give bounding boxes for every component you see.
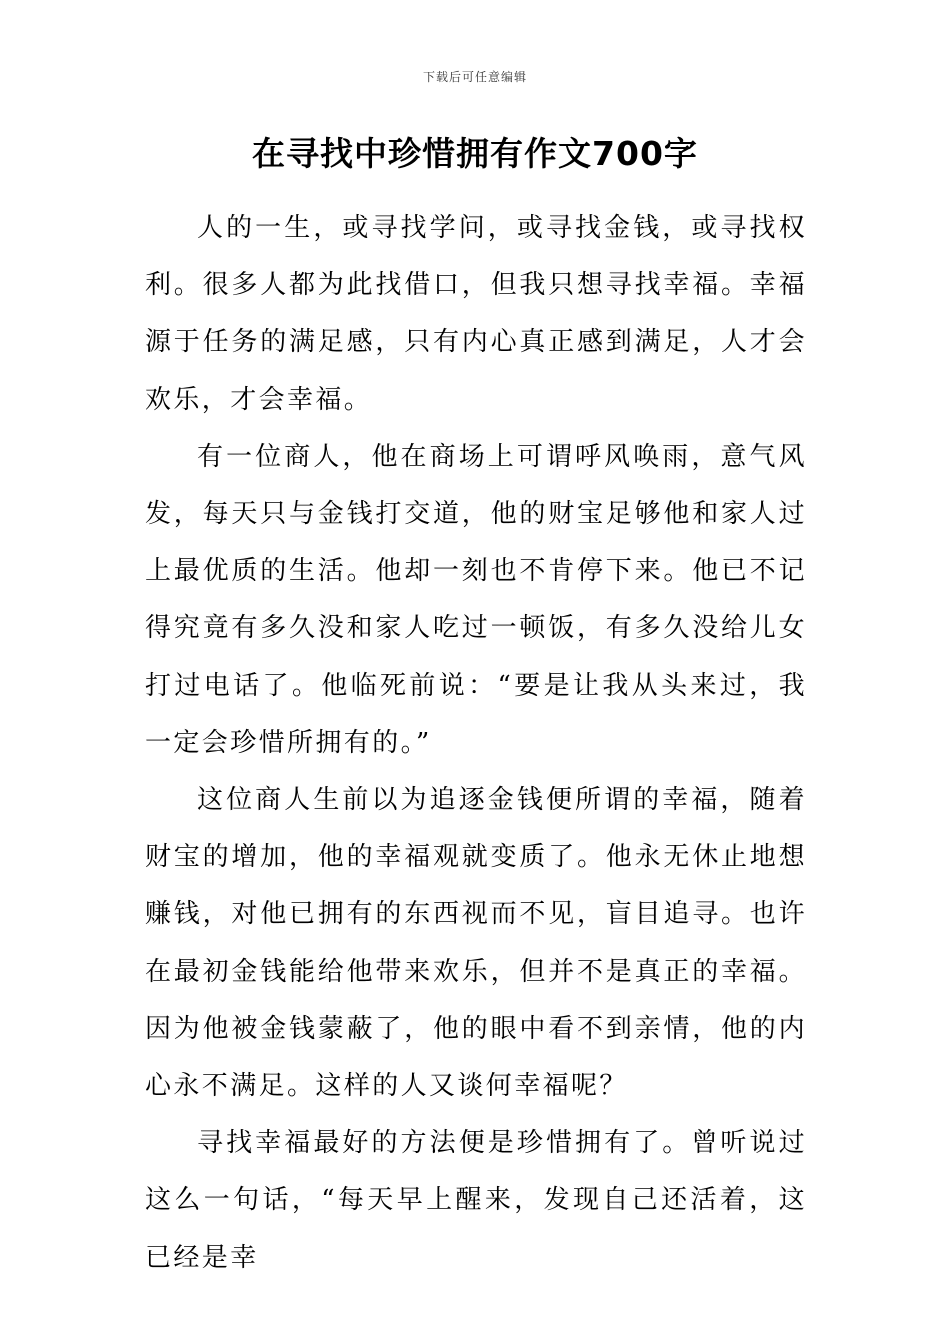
page-title: 在寻找中珍惜拥有作文700字 [252,134,698,173]
header-note: 下载后可任意编辑 [422,70,527,84]
paragraph-3: 这位商人生前以为追逐金钱便所谓的幸福，随着财宝的增加，他的幸福观就变质了。他永无休止地想赚钱，对他已拥有的东西视而不见，盲目追寻。也许在最初金钱能给他带来欢乐，但并不是真正的幸福。因为他被金钱蒙蔽了，他的眼中看不到亲情，他的内心永不满足。这样的人又谈何幸福呢？ [145,785,807,1102]
paragraph-4: 寻找幸福最好的方法便是珍惜拥有了。曾听说过这么一句话，“每天早上醒来，发现自己还活着，这已经是幸 [145,1128,807,1273]
document-body [145,200,807,1287]
paragraph-2: 有一位商人，他在商场上可谓呼风唤雨，意气风发，每天只与金钱打交道，他的财宝足够他和家人过上最优质的生活。他却一刻也不肯停下来。他已不记得究竟有多久没和家人吃过一顿饭，有多久没给儿女打过电话了。他临死前说：“要是让我从头来过，我一定会珍惜所拥有的。” [145,441,807,758]
paragraph-1: 人的一生，或寻找学问，或寻找金钱，或寻找权利。很多人都为此找借口，但我只想寻找幸福。幸福源于任务的满足感，只有内心真正感到满足，人才会欢乐，才会幸福。 [145,213,807,415]
